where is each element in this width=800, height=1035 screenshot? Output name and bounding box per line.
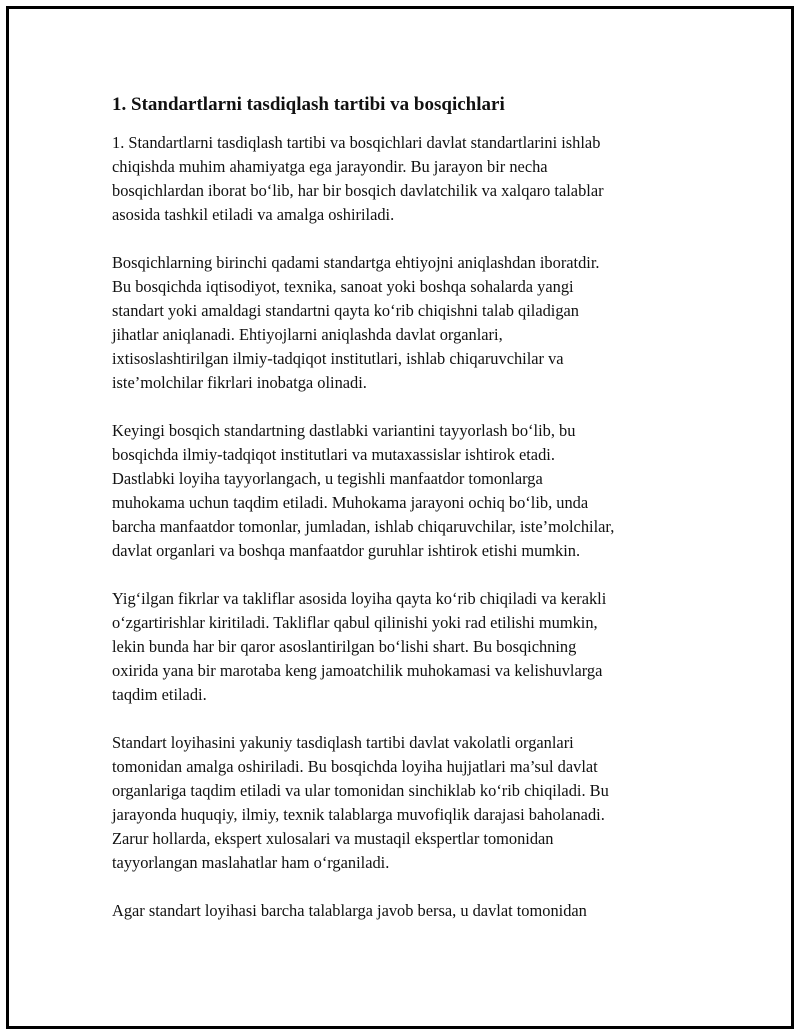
- paragraph-revision: Yig‘ilgan fikrlar va takliflar asosida loyiha qayta ko‘rib chiqiladi va kerakli o‘zgartirishlar kiritiladi. Takliflar qabul qilinishi yoki rad etilishi mumkin, lekin bunda har bir qaror asoslantirilgan bo‘lishi shart. Bu bosqichning oxirida yana bir marotaba keng jamoatchilik muhokamasi va kelishuvlarga taqdim etiladi.: [112, 589, 607, 704]
- document-title: 1. Standartlarni tasdiqlash tartibi va bosqichlari: [112, 94, 505, 115]
- paragraph-draft-preparation: Keyingi bosqich standartning dastlabki variantini tayyorlash bo‘lib, bu bosqichda ilmiy-tadqiqot institutlari va mutaxassislar ishtirok etadi. Dastlabki loyiha tayyorlangach, u tegishli manfaatdor tomonlarga muhokama uchun taqdim etiladi. Muhokama jarayoni ochiq bo‘lib, unda barcha manfaatdor tomonlar, jumladan, ishlab chiqaruvchilar, iste’molchilar, davlat organlari va boshqa manfaatdor guruhlar ishtirok etishi mumkin.: [112, 421, 615, 560]
- paragraph-intro: 1. Standartlarni tasdiqlash tartibi va bosqichlari davlat standartlarini ishlab chiqishda muhim ahamiyatga ega jarayondir. Bu jarayon bir necha bosqichlardan iborat bo‘lib, har bir bosqich davlatchilik va xalqaro talablar asosida tashkil etiladi va amalga oshiriladi.: [112, 133, 604, 224]
- paragraph-adoption: Agar standart loyihasi barcha talablarga javob bersa, u davlat tomonidan: [112, 901, 587, 920]
- document-body: [112, 92, 702, 947]
- paragraph-needs-identification: Bosqichlarning birinchi qadami standartga ehtiyojni aniqlashdan iboratdir. Bu bosqichda iqtisodiyot, texnika, sanoat yoki boshqa sohalarda yangi standart yoki amaldagi standartni qayta ko‘rib chiqishni talab qiladigan jihatlar aniqlanadi. Ehtiyojlarni aniqlashda davlat organlari, ixtisoslashtirilgan ilmiy-tadqiqot institutlari, ishlab chiqaruvchilar va iste’molchilar fikrlari inobatga olinadi.: [112, 253, 600, 392]
- paragraph-final-approval: Standart loyihasini yakuniy tasdiqlash tartibi davlat vakolatli organlari tomonidan amalga oshiriladi. Bu bosqichda loyiha hujjatlari ma’sul davlat organlariga taqdim etiladi va ular tomonidan sinchiklab ko‘rib chiqiladi. Bu jarayonda huquqiy, ilmiy, texnik talablarga muvofiqlik darajasi baholanadi. Zarur hollarda, ekspert xulosalari va mustaqil ekspertlar tomonidan tayyorlangan maslahatlar ham o‘rganiladi.: [112, 733, 609, 872]
